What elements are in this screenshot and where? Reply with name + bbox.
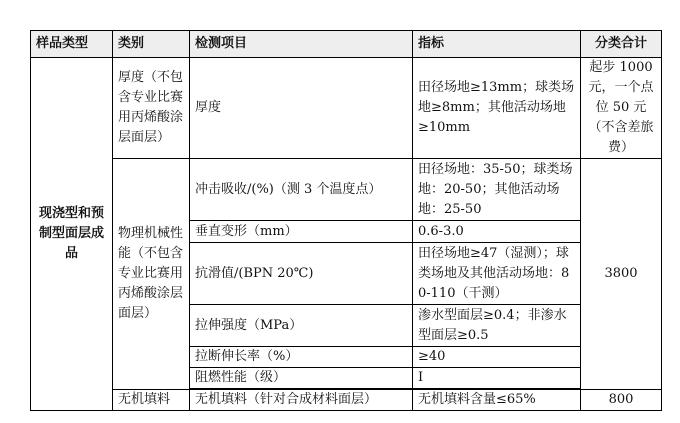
sample-type-cell: 现浇型和预制型面层成品	[31, 58, 113, 411]
header-sample-type: 样品类型	[31, 31, 113, 58]
test-items-table	[30, 30, 662, 411]
physical-indicator-cell: 渗水型面层≥0.4；非渗水型面层≥0.5	[413, 305, 581, 347]
physical-item-cell: 拉伸强度（MPa）	[190, 305, 413, 347]
header-indicator: 指标	[413, 31, 581, 58]
physical-item-cell: 垂直变形（mm）	[190, 221, 413, 243]
physical-item-cell: 阻燃性能（级）	[190, 368, 413, 389]
thickness-category-cell: 厚度（不包含专业比赛用丙烯酸涂层面层）	[113, 58, 190, 159]
physical-indicator-cell: ≥40	[413, 347, 581, 368]
physical-category-cell: 物理机械性能（不包含专业比赛用丙烯酸涂层面层）	[113, 159, 190, 390]
thickness-indicator-cell: 田径场地≥13mm；球类场地≥8mm；其他活动场地≥10mm	[413, 58, 581, 159]
physical-item-cell: 抗滑值/(BPN 20℃)	[190, 243, 413, 305]
physical-indicator-cell: 田径场地≥47（湿测）；球类场地及其他活动场地：80-110（干测）	[413, 243, 581, 305]
table-row	[31, 58, 662, 159]
physical-indicator-cell: I	[413, 368, 581, 389]
inorganic-item-cell: 无机填料（针对合成材料面层）	[190, 390, 413, 411]
header-category: 类别	[113, 31, 190, 58]
physical-item-cell: 拉断伸长率（%）	[190, 347, 413, 368]
table-row	[31, 390, 662, 411]
header-test-item: 检测项目	[190, 31, 413, 58]
inorganic-subtotal-cell: 800	[581, 390, 662, 411]
thickness-item-cell: 厚度	[190, 58, 413, 159]
physical-item-cell: 冲击吸收/(%)（测 3 个温度点）	[190, 159, 413, 221]
inorganic-category-cell: 无机填料	[113, 390, 190, 411]
inorganic-indicator-cell: 无机填料含量≤65%	[413, 390, 581, 411]
table-row	[31, 159, 662, 221]
header-subtotal: 分类合计	[581, 31, 662, 58]
thickness-subtotal-cell: 起步 1000 元，一个点位 50 元（不含差旅费）	[581, 58, 662, 159]
physical-indicator-cell: 田径场地：35-50；球类场地：20-50；其他活动场地：25-50	[413, 159, 581, 221]
physical-subtotal-cell: 3800	[581, 159, 662, 390]
header-row	[31, 31, 662, 58]
physical-indicator-cell: 0.6-3.0	[413, 221, 581, 243]
